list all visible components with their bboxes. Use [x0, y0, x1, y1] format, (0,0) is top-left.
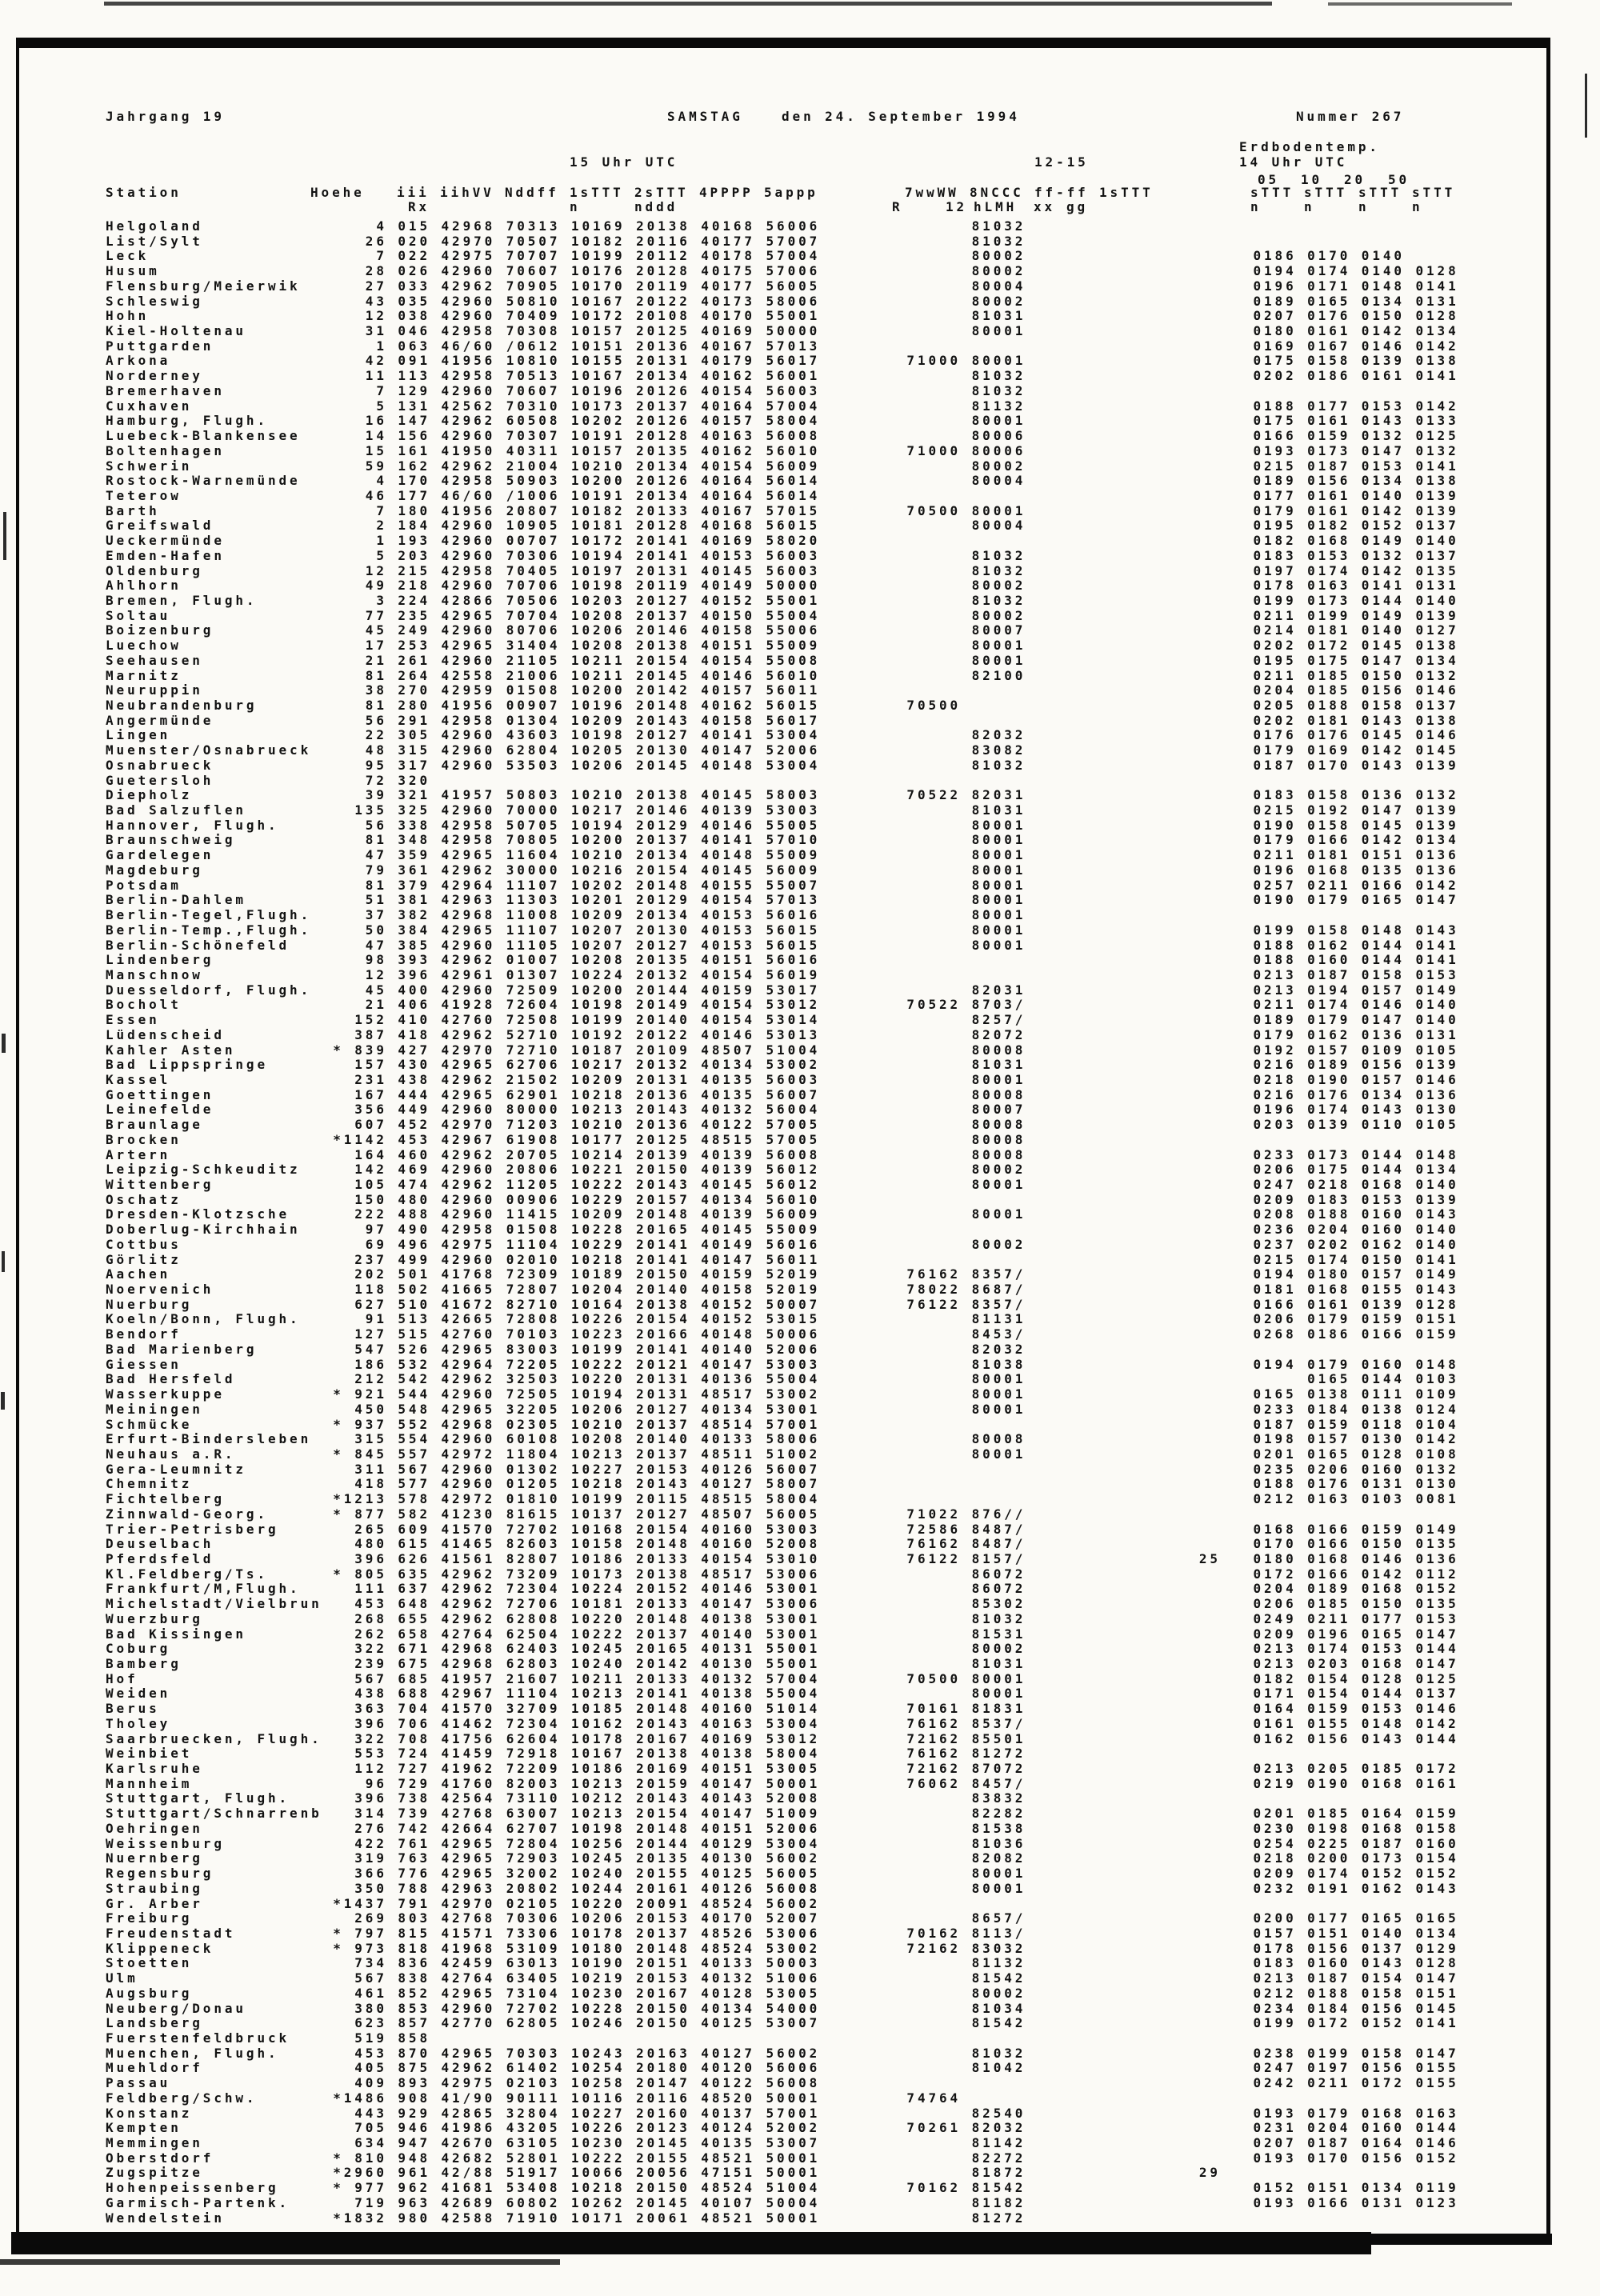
col-8nccc: 8NCCC	[970, 185, 1024, 200]
table-row: Flensburg/Meierwik 27 033 42962 70905 10170 20119 40177 56005 80004 0196 0171 0148 0141	[106, 278, 1459, 294]
soil-depth-10: 10	[1301, 172, 1323, 187]
frame-border-bottom-right	[1360, 2234, 1552, 2245]
scan-mark-4	[1, 1392, 5, 1410]
table-row: Zinnwald-Georg. * 877 582 41230 81615 10137 20127 48507 56005 71022 876//	[106, 1506, 1459, 1522]
table-row: Chemnitz 418 577 42960 01205 10218 20143 40127 58007 0188 0176 0131 0130	[106, 1476, 1459, 1492]
table-row: Kahler Asten * 839 427 42970 72710 10187 20109 48507 51004 80008 0192 0157 0109 0105	[106, 1042, 1459, 1058]
table-row: Berlin-Temp.,Flugh. 50 384 42965 11107 10207 20130 40153 56015 80001 0199 0158 0148 0143	[106, 922, 1459, 938]
table-row: Cottbus 69 496 42975 11104 10229 20141 40149 56016 80002 0237 0202 0162 0140	[106, 1236, 1459, 1252]
table-row: Saarbruecken, Flugh. 322 708 41756 62604 10178 20167 40169 53012 72162 85501 0162 0156 0143 0144	[106, 1730, 1459, 1746]
sub-n: n	[570, 199, 581, 214]
table-row: Dresden-Klotzsche 222 488 42960 11415 10209 20148 40139 56009 80001 0208 0188 0160 0143	[106, 1206, 1459, 1222]
table-row: Brocken *1142 453 42967 61908 10177 20125 48515 57005 80008	[106, 1131, 1459, 1147]
table-row: Passau 409 893 42975 02103 10258 20147 40122 56008 0242 0211 0172 0155	[106, 2075, 1459, 2091]
table-row: Bad Lippspringe 157 430 42965 62706 10217 20132 40134 53002 81031 0216 0189 0156 0139	[106, 1057, 1459, 1073]
table-row: Wuerzburg 268 655 42962 62808 10220 20148 40138 53001 81032 0249 0211 0177 0153	[106, 1610, 1459, 1626]
table-row: Guetersloh 72 320	[106, 772, 1459, 788]
table-row: Bremen, Flugh. 3 224 42866 70506 10203 20127 40152 55001 81032 0199 0173 0144 0140	[106, 592, 1459, 608]
frame-border-left	[16, 38, 19, 2238]
table-row: Braunlage 607 452 42970 71203 10210 20136 40122 57005 80008 0203 0139 0110 0105	[106, 1117, 1459, 1133]
col-ffff: ff-ff	[1034, 185, 1089, 200]
soil-time: 14 Uhr UTC	[1239, 154, 1348, 170]
table-row: Augsburg 461 852 42965 73104 10230 20167 40128 53005 80002 0212 0188 0158 0151	[106, 1985, 1459, 2001]
table-row: Lüdenscheid 387 418 42962 52710 10192 20122 40146 53013 82072 0179 0162 0136 0131	[106, 1026, 1459, 1042]
table-row: Cuxhaven 5 131 42562 70310 10173 20137 40164 57004 81132 0188 0177 0153 0142	[106, 398, 1459, 414]
table-row: Neuruppin 38 270 42959 01508 10200 20142 40157 56011 0204 0185 0156 0146	[106, 682, 1459, 698]
col-sttt-20: sTTT	[1358, 185, 1402, 200]
table-row: Weinbiet 553 724 41459 72918 10167 20138 40138 58004 76162 81272	[106, 1746, 1459, 1762]
col-iihvv: iihVV	[440, 185, 494, 200]
table-row: Rostock-Warnemünde 4 170 42958 50903 10200 20126 40164 56014 80004 0189 0156 0134 0138	[106, 473, 1459, 489]
table-row: Potsdam 81 379 42964 11107 10202 20148 40155 55007 80001 0257 0211 0166 0142	[106, 877, 1459, 893]
sub-n-20: n	[1358, 199, 1370, 214]
table-row: Hohn 12 038 42960 70409 10172 20108 40170 55001 81031 0207 0176 0150 0128	[106, 308, 1459, 324]
scan-smear-top	[104, 2, 1272, 6]
table-row: Artern 164 460 42962 20705 10214 20139 40139 56008 80008 0233 0173 0144 0148	[106, 1146, 1459, 1162]
table-row: Ahlhorn 49 218 42960 70706 10198 20119 40149 50000 80002 0178 0163 0141 0131	[106, 578, 1459, 594]
table-row: Oldenburg 12 215 42958 70405 10197 20131 40145 56003 81032 0197 0174 0142 0135	[106, 562, 1459, 578]
table-row: Tholey 396 706 41462 72304 10162 20143 40163 53004 76162 8537/ 0161 0155 0148 0142	[106, 1715, 1459, 1731]
table-row: Kempten 705 946 41986 43205 10226 20123 40124 52002 70261 82032 0231 0204 0160 0144	[106, 2120, 1459, 2136]
obs-time: 15 Uhr UTC	[570, 154, 678, 170]
table-row: Mannheim 96 729 41760 82003 10213 20159 40147 50001 76062 8457/ 0219 0190 0168 0161	[106, 1775, 1459, 1791]
volume-label: Jahrgang 19	[106, 109, 225, 124]
table-row: Berlin-Schönefeld 47 385 42960 11105 10207 20127 40153 56015 80001 0188 0162 0144 0141	[106, 937, 1459, 953]
soil-depth-50: 50	[1388, 172, 1410, 187]
col-sttt-05: sTTT	[1250, 185, 1294, 200]
table-row: Bocholt 21 406 41928 72604 10198 20149 40154 53012 70522 8703/ 0211 0174 0146 0140	[106, 997, 1459, 1013]
table-row: Greifswald 2 184 42960 10905 10181 20128 40168 56015 80004 0195 0182 0152 0137	[106, 518, 1459, 534]
col-4pppp: 4PPPP	[699, 185, 754, 200]
scan-mark-right	[1585, 74, 1587, 138]
table-row: Boizenburg 45 249 42960 80706 10206 20146 40158 55006 80007 0214 0181 0140 0127	[106, 622, 1459, 638]
table-row: Luechow 17 253 42965 31404 10208 20138 40151 55009 80001 0202 0172 0145 0138	[106, 638, 1459, 654]
table-row: Nuerburg 627 510 41672 82710 10164 20138 40152 50007 76122 8357/ 0166 0161 0139 0128	[106, 1296, 1459, 1312]
table-row: Freudenstadt * 797 815 41571 73306 10178 20137 48526 53006 70162 8113/ 0157 0151 0140 0134	[106, 1925, 1459, 1941]
weather-report	[106, 0, 1459, 2226]
table-row: Angermünde 56 291 42958 01304 10209 20143 40158 56017 0202 0181 0143 0138	[106, 712, 1459, 728]
table-row: Klippeneck * 973 818 41968 53109 10180 20148 48524 53002 72162 83032 0178 0156 0137 0129	[106, 1940, 1459, 1956]
table-row: Lingen 22 305 42960 43603 10198 20127 40141 53004 82032 0176 0176 0145 0146	[106, 727, 1459, 743]
table-row: Trier-Petrisberg 265 609 41570 72702 10168 20154 40160 53003 72586 8487/ 0168 0166 0159 0149	[106, 1521, 1459, 1537]
table-row: Deuselbach 480 615 41465 82603 10158 20148 40160 52008 76162 8487/ 0170 0166 0150 0135	[106, 1536, 1459, 1552]
table-row: Soltau 77 235 42965 70704 10208 20137 40150 55004 80002 0211 0199 0149 0139	[106, 607, 1459, 623]
table-row: Berus 363 704 41570 32709 10185 20148 40160 51014 70161 81831 0164 0159 0153 0146	[106, 1701, 1459, 1717]
table-row: Duesseldorf, Flugh. 45 400 42960 72509 10200 20144 40159 53017 82031 0213 0194 0157 0149	[106, 982, 1459, 998]
table-row: Garmisch-Partenk. 719 963 42689 60802 10262 20145 40107 50004 81182 0193 0166 0131 0123	[106, 2194, 1459, 2210]
table-row: Pferdsfeld 396 626 41561 82807 10186 20133 40154 53010 76122 8157/ 25 0180 0168 0146 0136	[106, 1550, 1459, 1566]
table-row: Oehringen 276 742 42664 62707 10198 20148 40151 52006 81538 0230 0198 0168 0158	[106, 1820, 1459, 1836]
table-row: Weissenburg 422 761 42965 72804 10256 20144 40129 53004 81036 0254 0225 0187 0160	[106, 1835, 1459, 1851]
scan-smear-bottom	[0, 2259, 560, 2265]
table-row: Straubing 350 788 42963 20802 10244 20161 40126 56008 80001 0232 0191 0162 0143	[106, 1880, 1459, 1896]
scan-mark-1	[3, 512, 6, 560]
table-row: Muenchen, Flugh. 453 870 42965 70303 10243 20163 40127 56002 81032 0238 0199 0158 0147	[106, 2045, 1459, 2061]
table-row: Michelstadt/Vielbrun 453 648 42962 72706 10181 20133 40147 53006 85302 0206 0185 0150 0135	[106, 1596, 1459, 1612]
table-row: Manschnow 12 396 42961 01307 10224 20132 40154 56019 0213 0187 0158 0153	[106, 966, 1459, 982]
table-row: Schmücke * 937 552 42968 02305 10210 20137 48514 57001 0187 0159 0118 0104	[106, 1416, 1459, 1432]
sub-nddd: nddd	[634, 199, 678, 214]
soil-depth-05: 05	[1258, 172, 1280, 187]
table-row: Doberlug-Kirchhain 97 490 42958 01508 10228 20165 40145 55009 0236 0204 0160 0140	[106, 1222, 1459, 1238]
soil-depth-20: 20	[1344, 172, 1366, 187]
table-row: Bendorf 127 515 42760 70103 10223 20166 40148 50006 8453/ 0268 0186 0166 0159	[106, 1326, 1459, 1342]
table-row: Landsberg 623 857 42770 62805 10246 20150 40125 53007 81542 0199 0172 0152 0141	[106, 2015, 1459, 2031]
table-row: Freiburg 269 803 42768 70306 10206 20153 40170 52007 8657/ 0200 0177 0165 0165	[106, 1910, 1459, 1926]
table-row: Ulm 567 838 42764 63405 10219 20153 40132 51006 81542 0213 0187 0154 0147	[106, 1970, 1459, 1986]
col-7wwww: 7wwWW	[905, 185, 959, 200]
scan-mark-3	[2, 1251, 5, 1272]
scan-mark-2	[2, 1034, 6, 1053]
table-row: Norderney 11 113 42958 70513 10167 20134 40162 56001 81032 0202 0186 0161 0141	[106, 368, 1459, 384]
sub-n-10: n	[1304, 199, 1315, 214]
table-row: Kassel 231 438 42962 21502 10209 20131 40135 56003 80001 0218 0190 0157 0146	[106, 1071, 1459, 1087]
table-row: Ueckermünde 1 193 42960 00707 10172 20141 40169 58020 0182 0168 0149 0140	[106, 533, 1459, 549]
table-row: Regensburg 366 776 42965 32002 10240 20155 40125 56005 80001 0209 0174 0152 0152	[106, 1866, 1459, 1882]
table-row: Luebeck-Blankensee 14 156 42960 70307 10191 20128 40163 56008 80006 0166 0159 0132 0125	[106, 428, 1459, 444]
table-row: Emden-Hafen 5 203 42960 70306 10194 20141 40153 56003 81032 0183 0153 0132 0137	[106, 547, 1459, 563]
table-row: Koeln/Bonn, Flugh. 91 513 42665 72808 10226 20154 40152 53015 81131 0206 0179 0159 0151	[106, 1311, 1459, 1327]
table-row: Berlin-Dahlem 51 381 42963 11303 10201 20129 40154 57013 80001 0190 0179 0165 0147	[106, 892, 1459, 908]
table-row: Hamburg, Flugh. 16 147 42962 60508 10202 20126 40157 58004 80001 0175 0161 0143 0133	[106, 413, 1459, 429]
sub-gg: gg	[1066, 199, 1089, 214]
table-row: Stuttgart/Schnarrenb 314 739 42768 63007 10213 20154 40147 51009 82282 0201 0185 0164 0159	[106, 1806, 1459, 1822]
table-row: Wasserkuppe * 921 544 42960 72505 10194 20131 48517 53002 80001 0165 0138 0111 0109	[106, 1386, 1459, 1402]
table-row: Hohenpeissenberg * 977 962 41681 53408 10218 20150 48524 51004 70162 81542 0152 0151 0134 0119	[106, 2180, 1459, 2196]
table-row: Stoetten 734 836 42459 63013 10190 20151 40133 50003 81132 0183 0160 0143 0128	[106, 1955, 1459, 1971]
table-row: Essen 152 410 42760 72508 10199 20140 40154 53014 8257/ 0189 0179 0147 0140	[106, 1012, 1459, 1028]
table-row: Leck 7 022 42975 70707 10199 20112 40178 57004 80002 0186 0170 0140	[106, 248, 1459, 264]
table-row: Stuttgart, Flugh. 396 738 42564 73110 10212 20143 40143 52008 83832	[106, 1790, 1459, 1806]
table-row: Görlitz 237 499 42960 02010 10218 20141 40147 56011 0215 0174 0150 0141	[106, 1251, 1459, 1267]
table-row: Neuberg/Donau 380 853 42960 72702 10228 20150 40134 54000 81034 0234 0184 0156 0145	[106, 2000, 1459, 2016]
table-row: Boltenhagen 15 161 41950 40311 10157 20135 40162 56010 71000 80006 0193 0173 0147 0132	[106, 442, 1459, 458]
table-row: Fichtelberg *1213 578 42972 01810 10199 20115 48515 58004 0212 0163 0103 0081	[106, 1491, 1459, 1507]
table-row: Lindenberg 98 393 42962 01007 10208 20135 40151 56016 0188 0160 0144 0141	[106, 952, 1459, 968]
table-row: Braunschweig 81 348 42958 70805 10200 20137 40141 57010 80001 0179 0166 0142 0134	[106, 832, 1459, 848]
table-row: Coburg 322 671 42968 62403 10245 20165 40131 55001 80002 0213 0174 0153 0144	[106, 1641, 1459, 1657]
table-row: Konstanz 443 929 42865 32804 10227 20160 40137 57001 82540 0193 0179 0168 0163	[106, 2105, 1459, 2121]
table-row: List/Sylt 26 020 42970 70507 10182 20116 40177 57007 81032	[106, 233, 1459, 249]
frame-border-right	[1546, 38, 1550, 2238]
table-row: Frankfurt/M,Flugh. 111 637 42962 72304 10224 20152 40146 53001 86072 0204 0189 0168 0152	[106, 1581, 1459, 1597]
table-row: Goettingen 167 444 42965 62901 10218 20136 40135 56007 80008 0216 0176 0134 0136	[106, 1086, 1459, 1102]
table-row: Bremerhaven 7 129 42960 70607 10196 20126 40154 56003 81032	[106, 382, 1459, 398]
weekday-label: SAMSTAG	[667, 109, 743, 124]
table-row: Hannover, Flugh. 56 338 42958 50705 10194 20129 40146 55005 80001 0190 0158 0145 0139	[106, 817, 1459, 833]
table-row: Bad Hersfeld 212 542 42962 32503 10220 20131 40136 55004 80001 0165 0144 0103	[106, 1371, 1459, 1387]
frame-border-bottom	[11, 2232, 1371, 2254]
table-row: Osnabrueck 95 317 42960 53503 10206 20145 40148 53004 81032 0187 0170 0143 0139	[106, 757, 1459, 773]
table-row: Leipzig-Schkeuditz 142 469 42960 20806 10221 20150 40139 56012 80002 0206 0175 0144 0134	[106, 1162, 1459, 1178]
col-iii: iii	[397, 185, 430, 200]
table-row: Erfurt-Bindersleben 315 554 42960 60108 10208 20140 40133 58006 80008 0198 0157 0130 0142	[106, 1431, 1459, 1447]
col-sttt-10: sTTT	[1304, 185, 1348, 200]
table-row: Barth 7 180 41956 20807 10182 20133 40167 57015 70500 80001 0179 0161 0142 0139	[106, 502, 1459, 518]
frame-border-top	[18, 38, 1549, 48]
table-row: Memmingen 634 947 42670 63105 10230 20145 40135 53007 81142 0207 0187 0164 0146	[106, 2135, 1459, 2150]
table-row: Hof 567 685 41957 21607 10211 20133 40132 57004 70500 80001 0182 0154 0128 0125	[106, 1670, 1459, 1686]
sub-n-50: n	[1412, 199, 1423, 214]
soil-title: Erdbodentemp.	[1239, 139, 1380, 154]
col-2sttt: 2sTTT	[634, 185, 689, 200]
table-row: Oberstdorf * 810 948 42682 52801 10222 20155 48521 50001 82272 0193 0170 0156 0152	[106, 2150, 1459, 2166]
sub-n-05: n	[1250, 199, 1262, 214]
table-row: Meiningen 450 548 42965 32205 10206 20127 40134 53001 80001 0233 0184 0138 0124	[106, 1401, 1459, 1417]
date-label: den 24. September 1994	[782, 109, 1020, 124]
table-row: Zugspitze *2960 961 42/88 51917 10066 20056 47151 50001 81872 29	[106, 2165, 1459, 2181]
table-row: Muehldorf 405 875 42962 61402 10254 20180 40120 56006 81042 0247 0197 0156 0155	[106, 2060, 1459, 2076]
table-row: Husum 28 026 42960 70607 10176 20128 40175 57006 80002 0194 0174 0140 0128	[106, 263, 1459, 279]
table-row: Wendelstein *1832 980 42588 71910 10171 20061 48521 50001 81272	[106, 2210, 1459, 2226]
sub-hlmh: hLMH	[974, 199, 1018, 214]
table-row: Seehausen 21 261 42960 21105 10211 20154 40154 55008 80001 0195 0175 0147 0134	[106, 652, 1459, 668]
table-row: Helgoland 4 015 42968 70313 10169 20138 40168 56006 81032	[106, 218, 1459, 234]
col-5appp: 5appp	[764, 185, 818, 200]
table-row: Noervenich 118 502 41665 72807 10204 20140 40158 52019 78022 8687/ 0181 0168 0155 0143	[106, 1282, 1459, 1298]
sub-rx: Rx	[408, 199, 430, 214]
table-row: Gera-Leumnitz 311 567 42960 01302 10227 20153 40126 56007 0235 0206 0160 0132	[106, 1461, 1459, 1477]
sub-12: 12	[946, 199, 968, 214]
table-row: Berlin-Tegel,Flugh. 37 382 42968 11008 10209 20134 40153 56016 80001	[106, 907, 1459, 923]
interval: 12-15	[1034, 154, 1089, 170]
table-row: Aachen 202 501 41768 72309 10189 20150 40159 52019 76162 8357/ 0194 0180 0157 0149	[106, 1266, 1459, 1282]
table-row: Karlsruhe 112 727 41962 72209 10186 20169 40151 53005 72162 87072 0213 0205 0185 0172	[106, 1761, 1459, 1777]
col-station: Station	[106, 185, 182, 200]
table-row: Weiden 438 688 42967 11104 10213 20141 40138 55004 80001 0171 0154 0144 0137	[106, 1686, 1459, 1702]
table-row: Oschatz 150 480 42960 00906 10229 20157 40134 56010 0209 0183 0153 0139	[106, 1191, 1459, 1207]
table-row: Schwerin 59 162 42962 21004 10210 20134 40154 56009 80002 0215 0187 0153 0141	[106, 458, 1459, 474]
table-row: Neubrandenburg 81 280 41956 00907 10196 20148 40162 56015 70500 0205 0188 0158 0137	[106, 698, 1459, 713]
col-1sttt: 1sTTT	[570, 185, 624, 200]
col-nddff: Nddff	[505, 185, 559, 200]
table-row: Magdeburg 79 361 42962 30000 10216 20154 40145 56009 80001 0196 0168 0135 0136	[106, 862, 1459, 878]
table-row: Bad Salzuflen 135 325 42960 70000 10217 20146 40139 53003 81031 0215 0192 0147 0139	[106, 802, 1459, 818]
table-row: Diepholz 39 321 41957 50803 10210 20138 40145 58003 70522 82031 0183 0158 0136 0132	[106, 787, 1459, 803]
table-row: Fuerstenfeldbruck 519 858	[106, 2030, 1459, 2046]
table-row: Kl.Feldberg/Ts. * 805 635 42962 73209 10173 20138 48517 53006 86072 0172 0166 0142 0112	[106, 1566, 1459, 1582]
col-sttt-50: sTTT	[1412, 185, 1456, 200]
table-row: Puttgarden 1 063 46/60 /0612 10151 20136 40167 57013 0169 0167 0146 0142	[106, 338, 1459, 354]
issue-label: Nummer 267	[1296, 109, 1405, 124]
table-row: Neuhaus a.R. * 845 557 42972 11804 10213 20137 48511 51002 80001 0201 0165 0128 0108	[106, 1446, 1459, 1462]
sub-r: R	[892, 199, 903, 214]
col-1sttt-b: 1sTTT	[1099, 185, 1154, 200]
table-row: Kiel-Holtenau 31 046 42958 70308 10157 20125 40169 50000 80001 0180 0161 0142 0134	[106, 323, 1459, 339]
table-row: Arkona 42 091 41956 10810 10155 20131 40179 56017 71000 80001 0175 0158 0139 0138	[106, 353, 1459, 369]
table-row: Leinefelde 356 449 42960 80000 10213 20143 40132 56004 80007 0196 0174 0143 0130	[106, 1102, 1459, 1118]
table-row: Bad Marienberg 547 526 42965 83003 10199 20141 40140 52006 82032	[106, 1341, 1459, 1357]
sub-xx: xx	[1034, 199, 1056, 214]
table-row: Bad Kissingen 262 658 42764 62504 10222 20137 40140 53001 81531 0209 0196 0165 0147	[106, 1626, 1459, 1642]
table-row: Wittenberg 105 474 42962 11205 10222 20143 40145 56012 80001 0247 0218 0168 0140	[106, 1177, 1459, 1192]
col-hoehe: Hoehe	[310, 185, 365, 200]
table-row: Teterow 46 177 46/60 /1006 10191 20134 40164 56014 0177 0161 0140 0139	[106, 487, 1459, 503]
scan-smear-top-right	[1328, 2, 1512, 6]
table-row: Schleswig 43 035 42960 50810 10167 20122 40173 58006 80002 0189 0165 0134 0131	[106, 293, 1459, 309]
table-row: Gr. Arber *1437 791 42970 02105 10220 20091 48524 56002	[106, 1895, 1459, 1911]
station-rows	[106, 219, 1459, 2226]
table-row: Muenster/Osnabrueck 48 315 42960 62804 10205 20130 40147 52006 83082 0179 0169 0142 0145	[106, 742, 1459, 758]
table-row: Nuernberg 319 763 42965 72903 10245 20135 40130 56002 82082 0218 0200 0173 0154	[106, 1850, 1459, 1866]
table-row: Gardelegen 47 359 42965 11604 10210 20134 40148 55009 80001 0211 0181 0151 0136	[106, 847, 1459, 863]
table-row: Marnitz 81 264 42558 21006 10211 20145 40146 56010 82100 0211 0185 0150 0132	[106, 667, 1459, 683]
table-row: Bamberg 239 675 42968 62803 10240 20142 40130 55001 81031 0213 0203 0168 0147	[106, 1656, 1459, 1671]
table-row: Feldberg/Schw. *1486 908 41/90 90111 10116 20116 48520 50001 74764	[106, 2090, 1459, 2106]
table-row: Giessen 186 532 42964 72205 10222 20121 40147 53003 81038 0194 0179 0160 0148	[106, 1356, 1459, 1372]
